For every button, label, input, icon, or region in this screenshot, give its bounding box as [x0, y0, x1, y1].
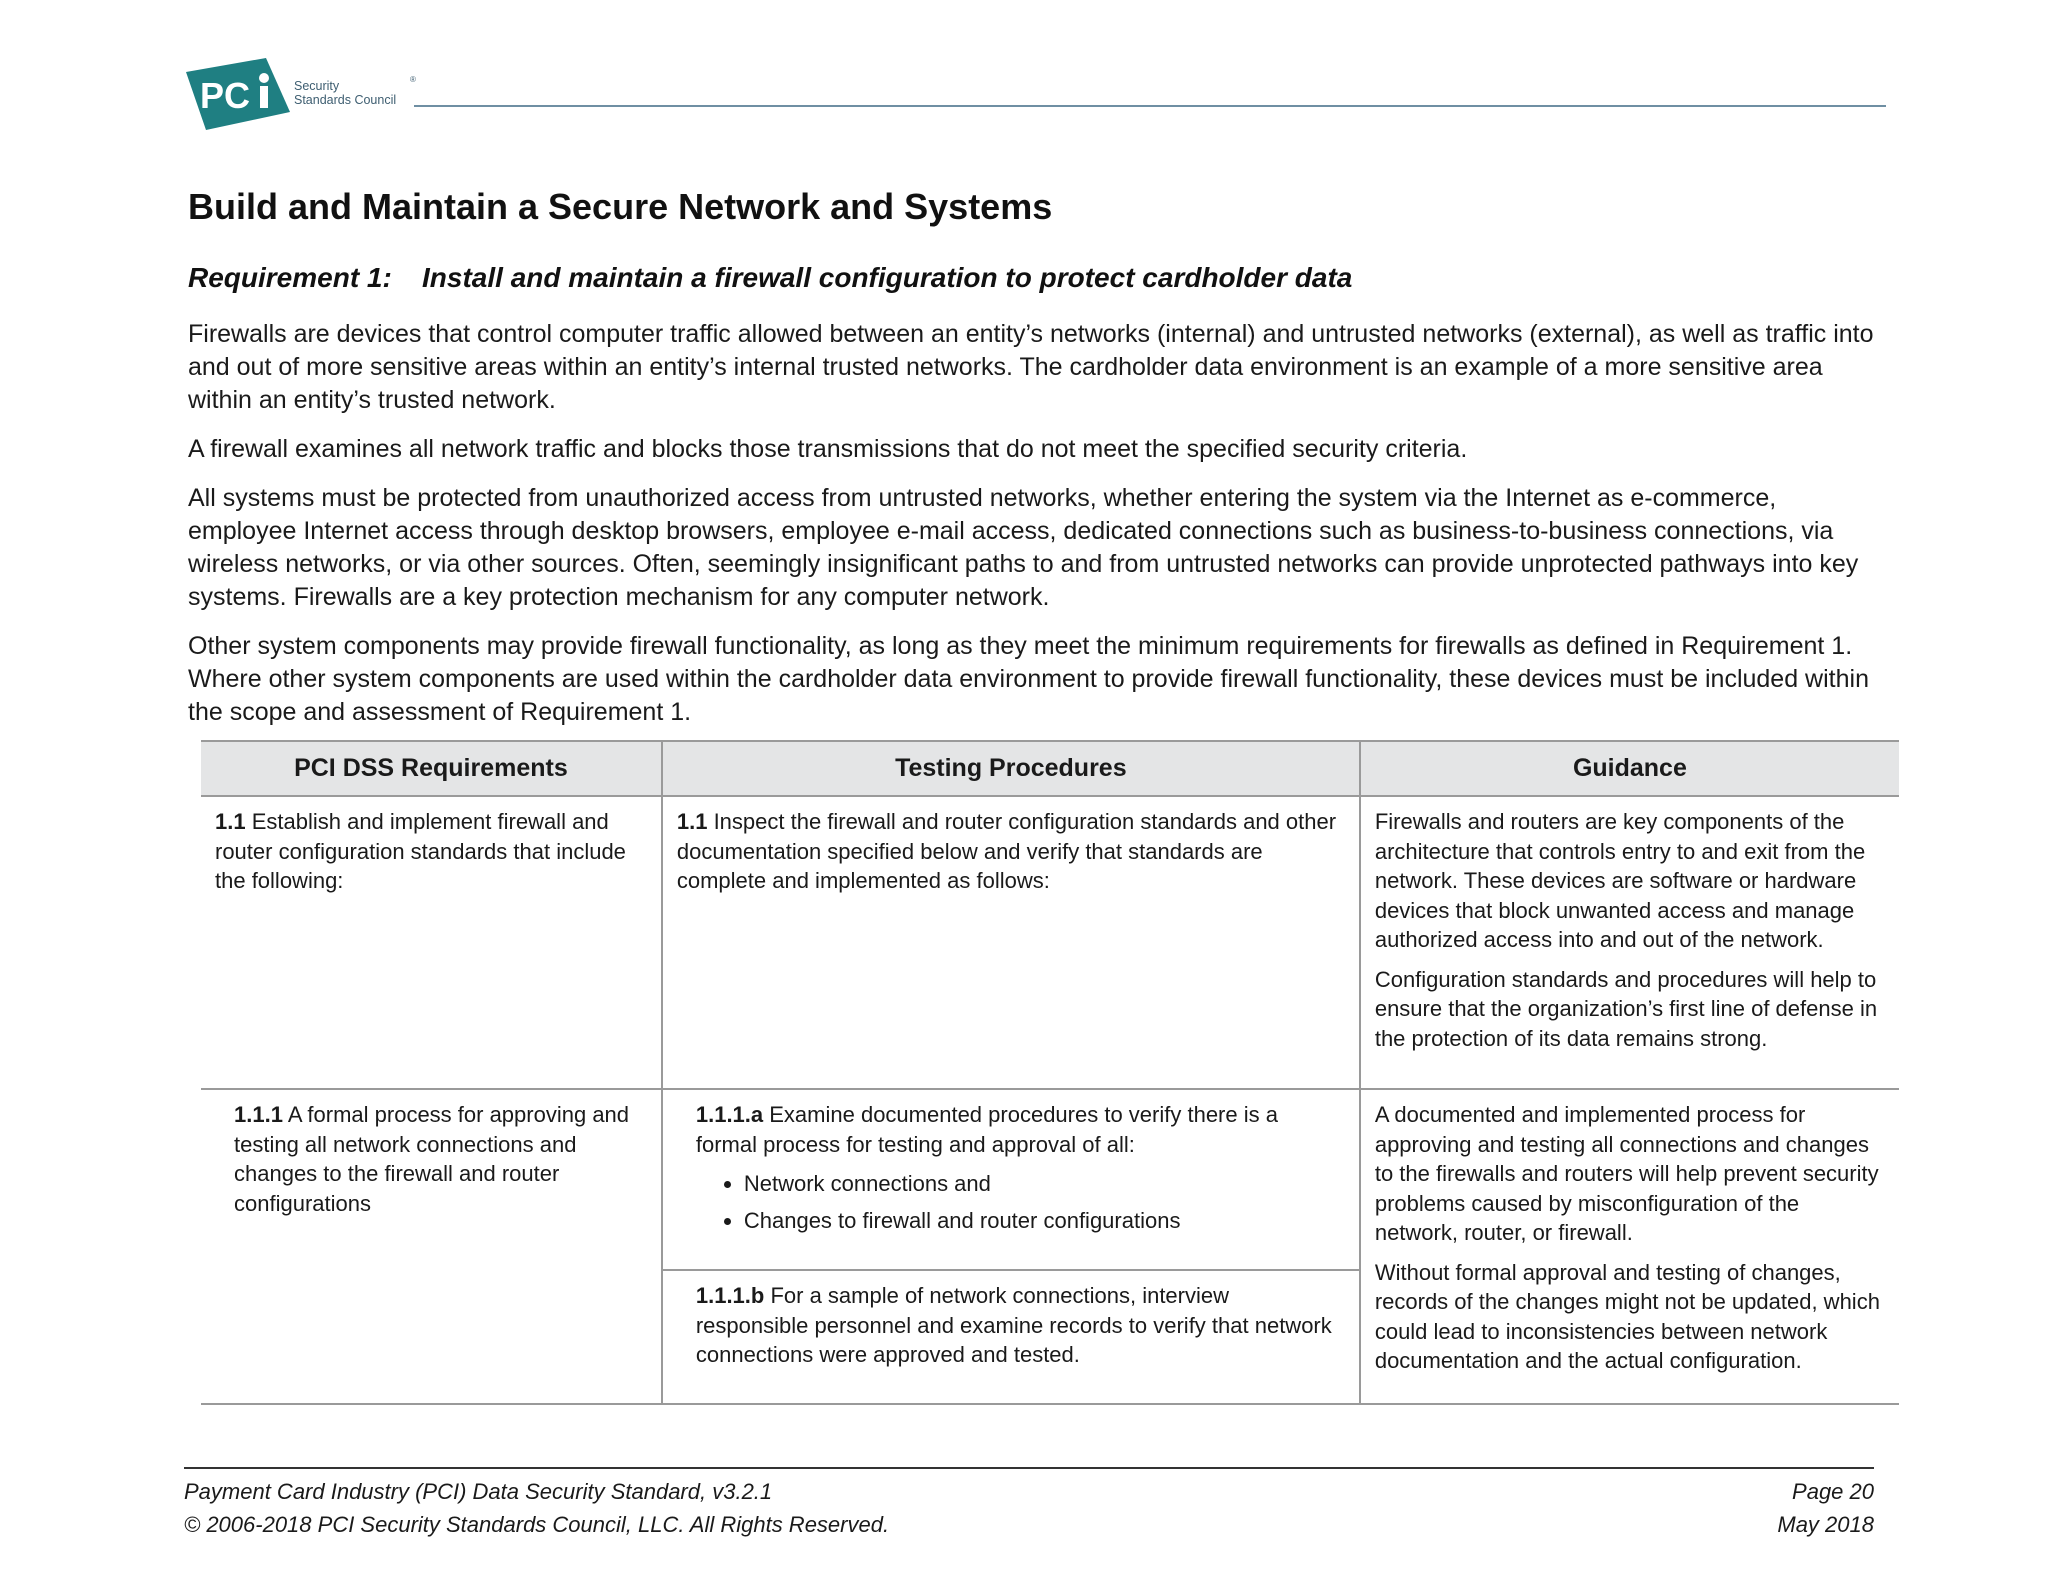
requirement-number: Requirement 1:: [188, 262, 392, 293]
table-header-row: [201, 741, 1899, 796]
requirement-id: 1.1: [215, 809, 246, 834]
testing-id: 1.1: [676, 809, 708, 834]
requirement-cell: [201, 1089, 662, 1404]
requirement-cell: [201, 796, 662, 1089]
footer-copyright: © 2006-2018 PCI Security Standards Council, LLC. All Rights Reserved.: [184, 1512, 890, 1537]
guidance-cell: [1360, 796, 1899, 1089]
svg-text:PC: PC: [200, 75, 251, 116]
intro-text: [188, 318, 1888, 745]
requirements-table: [201, 740, 1899, 1405]
page-header: [186, 58, 1886, 138]
guidance-paragraph: Firewalls and routers are key components of the architecture that controls entry to and exit from the network. These devices are software or hardware devices that block unwanted access and manage authorized access into and out of the network.: [1374, 809, 1866, 952]
guidance-paragraph: Without formal approval and testing of changes, records of the changes might not be updated, which could lead to inconsistencies between network documentation and the actual configuration.: [1374, 1259, 1880, 1373]
table-row: [201, 796, 1899, 1089]
bullet-list: [696, 1169, 1345, 1235]
requirement-id: 1.1.1: [234, 1102, 283, 1127]
testing-cell: [662, 796, 1360, 1089]
testing-id: 1.1.1.b: [695, 1283, 765, 1308]
guidance-cell: [1360, 1089, 1899, 1404]
footer-page-number: Page 20: [1792, 1479, 1874, 1504]
intro-paragraph: A firewall examines all network traffic and blocks those transmissions that do not meet the specified security criteria.: [188, 435, 1468, 463]
footer-document-title: Payment Card Industry (PCI) Data Security Standard, v3.2.1: [184, 1479, 773, 1504]
logo-wordmark: [294, 75, 416, 107]
header-guidance: Guidance: [1360, 741, 1899, 796]
testing-cell: [662, 1270, 1360, 1404]
pci-logo: [186, 58, 290, 130]
intro-paragraph: All systems must be protected from unauthorized access from untrusted networks, whether entering the system via the Internet as e-commerce, employee Internet access through desktop browsers, employee e-mail access, dedicated connections such as business-to-business connections, via wireless networks, or via other sources. Often, seemingly insignificant paths to and from untrusted networks can provide unprotected pathways into key systems. Firewalls are a key protection mechanism for any computer network.: [188, 484, 1859, 611]
testing-id: 1.1.1.a: [695, 1102, 764, 1127]
requirement-heading: [188, 262, 1352, 294]
page-title: Build and Maintain a Secure Network and Systems: [188, 186, 1053, 227]
registered-mark: ®: [410, 75, 416, 84]
header-rule: [414, 105, 1886, 107]
requirement-desc: Establish and implement firewall and router configuration standards that include the following:: [215, 809, 626, 893]
requirement-desc: A formal process for approving and testing all network connections and changes to the firewall and router configurations: [234, 1102, 630, 1216]
table-row: [201, 1089, 1899, 1270]
intro-paragraph: Other system components may provide firewall functionality, as long as they meet the minimum requirements for firewalls as defined in Requirement 1. Where other system components are used within the cardholder data environment to provide firewall functionality, these devices must be included within the scope and assessment of Requirement 1.: [188, 632, 1869, 726]
testing-desc: Inspect the firewall and router configuration standards and other documentation specified below and verify that standards are complete and implemented as follows:: [676, 809, 1337, 893]
testing-desc: Examine documented procedures to verify there is a formal process for testing and approval of all:: [695, 1102, 1278, 1157]
guidance-paragraph: Configuration standards and procedures will help to ensure that the organization’s first line of defense in the protection of its data remains strong.: [1374, 966, 1878, 1051]
header-pci-dss-requirements: PCI DSS Requirements: [201, 741, 662, 796]
page-footer: [184, 1467, 1874, 1541]
header-testing-procedures: Testing Procedures: [662, 741, 1360, 796]
testing-desc: For a sample of network connections, interview responsible personnel and examine records to verify that network connections were approved and tested.: [695, 1283, 1332, 1367]
guidance-paragraph: A documented and implemented process for approving and testing all connections and changes to the firewalls and routers will help prevent security problems caused by misconfiguration of the network, router, or firewall.: [1374, 1102, 1879, 1245]
testing-cell: [662, 1089, 1360, 1270]
intro-paragraph: Firewalls are devices that control computer traffic allowed between an entity’s networks (internal) and untrusted networks (external), as well as traffic into and out of more sensitive areas within an entity’s internal trusted networks. The cardholder data environment is an example of a more sensitive area within an entity’s trusted network.: [188, 320, 1874, 414]
logo-line-2: Standards Council: [294, 93, 397, 107]
footer-date: May 2018: [1777, 1512, 1874, 1537]
logo-line-1: Security: [294, 79, 340, 93]
list-item: • Network connections and: [744, 1169, 1345, 1199]
requirement-text: Install and maintain a firewall configuration to protect cardholder data: [422, 262, 1353, 293]
list-item: • Changes to firewall and router configurations: [744, 1206, 1345, 1236]
